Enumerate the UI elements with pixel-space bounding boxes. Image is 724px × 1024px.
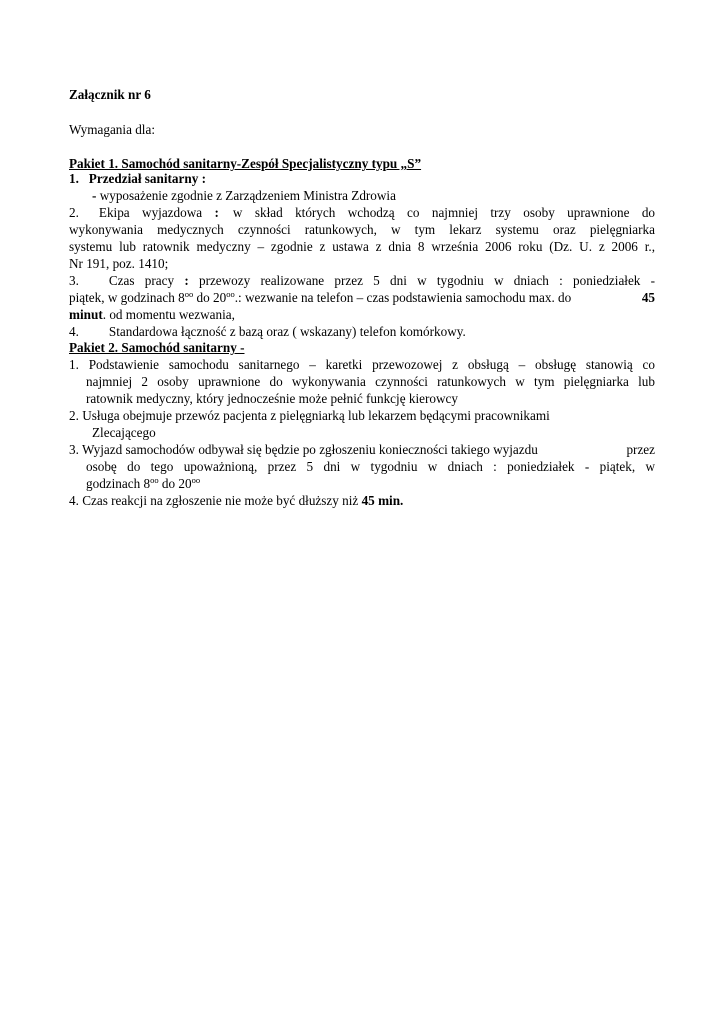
item-number: 4. (69, 324, 79, 339)
pakiet2-item3-line1 (69, 441, 655, 460)
minutes-value: 45 (641, 290, 655, 305)
pakiet1-item2-line1 (69, 204, 655, 223)
hours-text: godzinach 8 (86, 476, 151, 491)
pakiet1-item2-line4: Nr 191, poz. 1410; (69, 256, 169, 271)
pakiet2-item1-line3: ratownik medyczny, który jednocześnie może pełnić funkcję kierowcy (86, 391, 458, 406)
item-text-end: przez (626, 442, 655, 457)
pakiet1-item1-text (92, 187, 678, 206)
pakiet2-item2-line2: Zlecającego (92, 425, 156, 440)
pakiet1-item2-line3: systemu lub ratownik medyczny – zgodnie z ustawa z dnia 8 września 2006 roku (Dz. U. z 2006 r., (69, 239, 655, 254)
item-text: w skład których wchodzą co najmniej trzy osoby uprawnione do (232, 205, 656, 220)
item-colon: : (184, 273, 189, 288)
hours-text: piątek, w godzinach 8 (69, 290, 185, 305)
item-number: 1. (69, 171, 79, 186)
superscript: oo (191, 475, 201, 485)
superscript: oo (150, 475, 159, 485)
item-label: Ekipa wyjazdowa (98, 205, 203, 220)
item-title: Przedział sanitarny : (88, 171, 206, 186)
pakiet2-item3-line3 (86, 475, 672, 494)
item-number: 3. (69, 273, 79, 288)
minutes-unit: minut (69, 307, 103, 322)
pakiet2-item1-line2: najmniej 2 osoby uprawnione do wykonywania czynności ratunkowych w tym pielęgniarka lub (86, 374, 655, 389)
annex-title: Załącznik nr 6 (69, 87, 151, 102)
item-number: 2. (69, 205, 79, 220)
pakiet2-title: Pakiet 2. Samochód sanitarny - (69, 340, 245, 355)
pakiet1-item2-line2: wykonywania medycznych czynności ratunkowych, w tym lekarz systemu oraz pielęgniarka (69, 222, 655, 237)
pakiet2-item4 (69, 492, 655, 511)
requirements-label: Wymagania dla: (69, 122, 155, 137)
pakiet1-item3-line2 (69, 289, 655, 308)
dash-marker: - (92, 188, 97, 203)
pakiet2-item1-line1: 1. Podstawienie samochodu sanitarnego – karetki przewozowej z obsługą – obsługę stanowią co (69, 357, 655, 372)
item-text: 4. Czas reakcji na zgłoszenie nie może być dłuższy niż (69, 493, 362, 508)
item-text: wyposażenie zgodnie z Zarządzeniem Ministra Zdrowia (99, 188, 396, 203)
pakiet1-item1-heading (69, 170, 655, 189)
pakiet2-item2-line1: 2. Usługa obejmuje przewóz pacjenta z pielęgniarką lub lekarzem będącymi pracownikami (69, 408, 550, 423)
pakiet2-item3-line2: osobę do tego upoważnioną, przez 5 dni w tygodniu w dniach : poniedziałek - piątek, w (86, 459, 655, 474)
pakiet1-title: Pakiet 1. Samochód sanitarny-Zespół Specjalistyczny typu „S” (69, 156, 422, 171)
item-text: . od momentu wezwania, (102, 307, 235, 322)
pakiet1-item3-line1 (69, 272, 655, 291)
call-text: .: wezwanie na telefon – czas podstawienia samochodu max. do (234, 290, 572, 305)
hours-text: do 20 (193, 290, 227, 305)
item-text: Standardowa łączność z bazą oraz ( wskazany) telefon komórkowy. (108, 324, 466, 339)
item-colon: : (214, 205, 219, 220)
superscript: oo (184, 289, 194, 299)
superscript: oo (226, 289, 235, 299)
hours-text: do 20 (158, 476, 192, 491)
item-text: 3. Wyjazd samochodów odbywał się będzie po zgłoszeniu konieczności takiego wyjazdu (69, 442, 538, 457)
item-label: Czas pracy (108, 273, 175, 288)
item-text: przewozy realizowane przez 5 dni w tygodniu w dniach : poniedziałek - (198, 273, 656, 288)
pakiet1-item3-line3 (69, 306, 655, 325)
reaction-time-value: 45 min. (361, 493, 404, 508)
